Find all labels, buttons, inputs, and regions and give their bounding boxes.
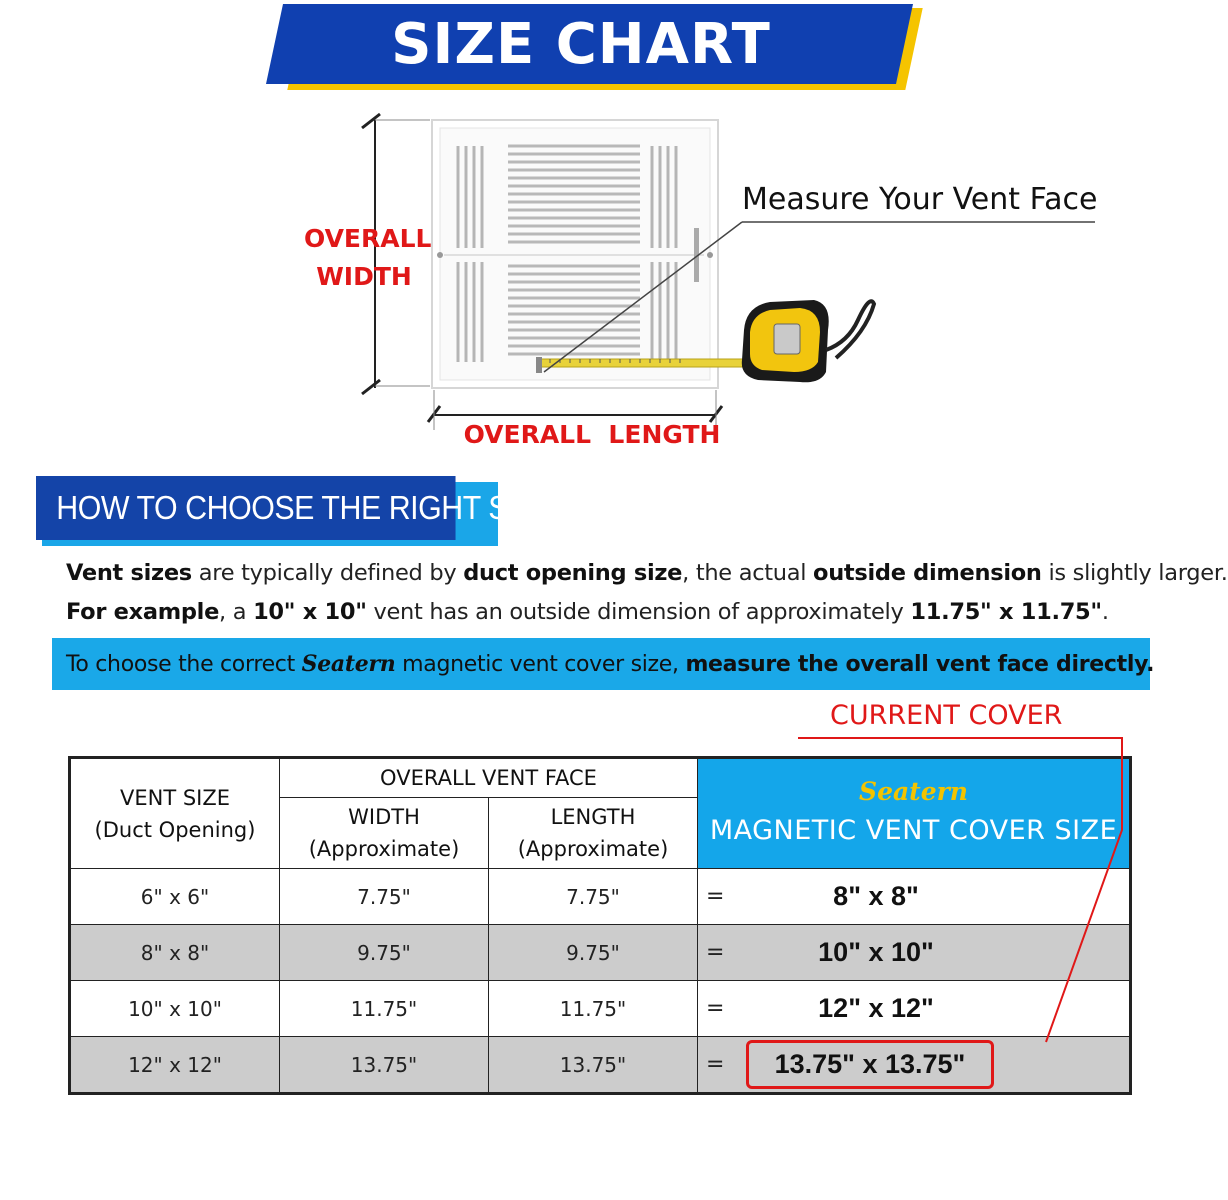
cell-equals: = xyxy=(698,1037,747,1094)
col-width-sub: (Approximate) xyxy=(308,837,460,861)
cell-cover-size xyxy=(746,981,1131,1037)
info-line-1-bold-e: outside dimension xyxy=(813,560,1042,586)
info-line-2-f: . xyxy=(1101,599,1109,625)
cell-width: 11.75" xyxy=(280,981,489,1037)
brand-name: Seatern xyxy=(301,651,396,677)
table-brand-name: Seatern xyxy=(859,776,968,806)
overall-width-label-line1: OVERALL xyxy=(304,224,432,253)
table-row xyxy=(70,869,1131,925)
info-line-2-bold-a: For example xyxy=(66,599,220,625)
page-title: SIZE CHART xyxy=(391,11,771,77)
cell-vent-size: 12" x 12" xyxy=(70,1037,280,1094)
cover-size-value: 8" x 8" xyxy=(833,881,919,911)
info-line-2-d: vent has an outside dimension of approximately xyxy=(366,599,911,625)
col-width-label: WIDTH xyxy=(348,805,420,829)
col-width xyxy=(280,798,489,869)
info-line-2 xyxy=(66,599,1109,625)
table-row xyxy=(70,925,1131,981)
col-cover-size xyxy=(698,758,1131,869)
info-line-1-d: , the actual xyxy=(682,560,814,586)
vent-measure-diagram xyxy=(300,110,1120,460)
cell-vent-size: 10" x 10" xyxy=(70,981,280,1037)
info-line-1-bold-a: Vent sizes xyxy=(66,560,192,586)
col-overall-vent-face: OVERALL VENT FACE xyxy=(280,758,698,798)
overall-width-label xyxy=(304,220,432,296)
table-row xyxy=(70,1037,1131,1094)
cell-length: 13.75" xyxy=(489,1037,698,1094)
cover-size-value: 10" x 10" xyxy=(818,937,934,967)
cell-width: 13.75" xyxy=(280,1037,489,1094)
col-vent-size xyxy=(70,758,280,869)
col-vent-size-label: VENT SIZE xyxy=(119,785,231,810)
cell-cover-size xyxy=(746,869,1131,925)
col-cover-size-label: MAGNETIC VENT COVER SIZE xyxy=(709,814,1118,846)
info-line-1-bold-c: duct opening size xyxy=(463,560,683,586)
info-line-1-b: are typically defined by xyxy=(191,560,464,586)
col-length-sub: (Approximate) xyxy=(517,837,669,861)
cell-cover-size xyxy=(746,925,1131,981)
col-vent-size-sub: (Duct Opening) xyxy=(94,817,256,842)
current-cover-value: 13.75" x 13.75" xyxy=(746,1040,994,1089)
overall-width-label-line2: WIDTH xyxy=(316,262,412,291)
measure-vent-face-label: Measure Your Vent Face xyxy=(742,182,1098,217)
size-table xyxy=(68,756,1132,1095)
current-cover-label: CURRENT COVER xyxy=(830,700,1063,731)
cell-equals: = xyxy=(698,925,747,981)
info-line-1-f: is slightly larger. xyxy=(1041,560,1228,586)
cell-length: 9.75" xyxy=(489,925,698,981)
instruction-text-bold: measure the overall vent face directly. xyxy=(685,651,1155,677)
cell-equals: = xyxy=(698,981,747,1037)
col-length-label: LENGTH xyxy=(550,805,636,829)
table-header-row-1 xyxy=(70,758,1131,798)
table-row xyxy=(70,981,1131,1037)
cell-width: 7.75" xyxy=(280,869,489,925)
info-line-1 xyxy=(66,560,1228,586)
instruction-text-b: magnetic vent cover size, xyxy=(395,651,686,677)
cell-vent-size: 6" x 6" xyxy=(70,869,280,925)
size-chart-banner xyxy=(266,4,918,92)
info-line-2-b: , a xyxy=(219,599,254,625)
cover-size-value: 12" x 12" xyxy=(818,993,934,1023)
cell-width: 9.75" xyxy=(280,925,489,981)
cell-cover-size-current xyxy=(746,1037,1131,1094)
cell-length: 7.75" xyxy=(489,869,698,925)
section-header xyxy=(36,476,554,546)
overall-length-label: OVERALL LENGTH xyxy=(463,420,721,449)
info-line-2-bold-e: 11.75" x 11.75" xyxy=(910,599,1102,625)
instruction-bar xyxy=(52,638,1155,690)
col-length xyxy=(489,798,698,869)
info-line-2-bold-c: 10" x 10" xyxy=(253,599,367,625)
section-title: HOW TO CHOOSE THE RIGHT SIZE xyxy=(36,476,456,540)
cell-length: 11.75" xyxy=(489,981,698,1037)
cell-equals: = xyxy=(698,869,747,925)
instruction-text-a: To choose the correct xyxy=(66,651,302,677)
cell-vent-size: 8" x 8" xyxy=(70,925,280,981)
